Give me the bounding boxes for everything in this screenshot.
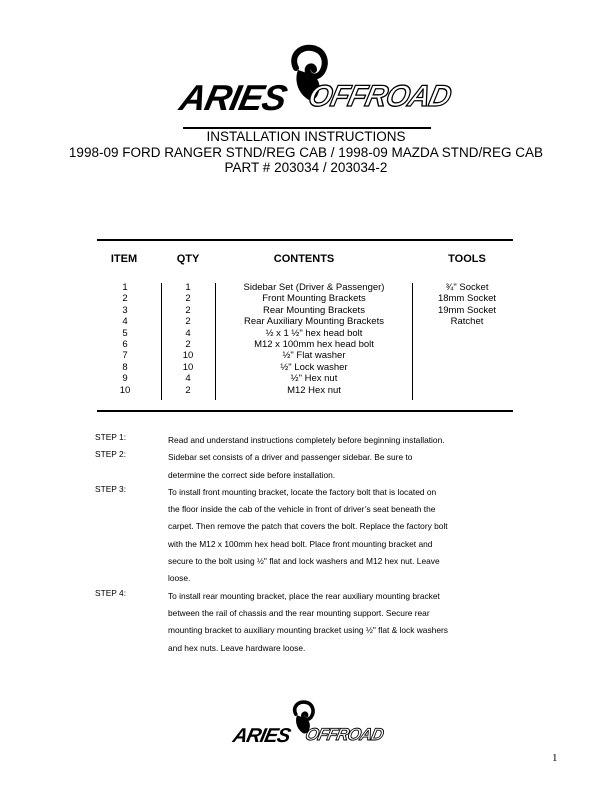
- item-cell: 9: [122, 373, 128, 385]
- document-title: INSTALLATION INSTRUCTIONS: [206, 129, 406, 144]
- logo-text-aries: ARIES: [176, 77, 290, 118]
- step-line: Read and understand instructions completely before beginning installation.: [168, 435, 445, 445]
- column-divider: [215, 283, 216, 400]
- contents-cell: Sidebar Set (Driver & Passenger): [243, 282, 385, 293]
- aries-offroad-logo: [176, 44, 454, 118]
- contents-cell: M12 x 100mm hex head bolt: [254, 338, 374, 350]
- qty-cell: 2: [185, 293, 191, 305]
- item-cell: 1: [122, 282, 128, 293]
- logo-text-offroad: OFFROAD: [305, 80, 454, 113]
- step-line: To install rear mounting bracket, place the rear auxiliary mounting bracket: [168, 590, 440, 601]
- step-3: [95, 484, 515, 588]
- item-cell: 3: [122, 304, 128, 316]
- step-text: [168, 432, 515, 449]
- step-line: carpet. Then remove the patch that covers the bolt. Replace the factory bolt: [168, 521, 448, 532]
- column-divider: [161, 283, 162, 400]
- item-cell: 4: [122, 316, 128, 328]
- header-tools: TOOLS: [448, 253, 486, 265]
- step-line: between the rail of chassis and the rear mounting support. Secure rear: [168, 607, 430, 618]
- step-label: STEP 3:: [95, 483, 127, 494]
- qty-cell: 10: [182, 361, 194, 373]
- step-label: STEP 2:: [95, 449, 127, 460]
- contents-cell: M12 Hex nut: [287, 384, 341, 396]
- tools-column: [424, 282, 510, 328]
- step-line: and hex nuts. Leave hardware loose.: [168, 642, 306, 653]
- step-line: loose.: [168, 573, 191, 584]
- contents-column: [224, 282, 404, 396]
- part-number: PART # 203034 / 203034-2: [224, 160, 388, 175]
- step-line: Sidebar set consists of a driver and passenger sidebar. Be sure to: [168, 452, 413, 463]
- table-top-rule: [97, 239, 513, 241]
- step-line: To install front mounting bracket, locate the factory bolt that is located on: [168, 486, 437, 497]
- step-text: [168, 449, 515, 484]
- contents-cell: Rear Auxiliary Mounting Brackets: [244, 316, 384, 328]
- header-item: ITEM: [110, 253, 138, 265]
- qty-cell: 1: [185, 282, 191, 293]
- tools-cell: 18mm Socket: [437, 293, 497, 305]
- item-cell: 7: [122, 350, 128, 362]
- table-bottom-rule: [97, 410, 513, 412]
- vehicle-fitment: 1998-09 FORD RANGER STND/REG CAB / 1998-09 MAZDA STND/REG CAB: [68, 145, 544, 160]
- step-line: with the M12 x 100mm hex head bolt. Place front mounting bracket and: [168, 538, 433, 549]
- step-line: mounting bracket to auxiliary mounting bracket using ½" flat & lock washers: [168, 625, 448, 636]
- page-number: 1: [552, 752, 558, 764]
- ram-head-icon: [231, 700, 385, 747]
- column-divider: [412, 283, 413, 400]
- step-text: [168, 588, 515, 657]
- logo-text-offroad: OFFROAD: [303, 724, 385, 744]
- qty-cell: 2: [185, 316, 191, 328]
- contents-cell: ½ x 1 ½" hex head bolt: [265, 327, 363, 339]
- step-4: [95, 588, 515, 657]
- qty-cell: 2: [185, 384, 191, 396]
- header-contents: CONTENTS: [273, 253, 335, 265]
- step-text: [168, 484, 515, 588]
- qty-cell: 2: [185, 304, 191, 316]
- item-cell: 2: [122, 293, 128, 305]
- installation-steps: [95, 432, 515, 657]
- step-label: STEP 1:: [95, 432, 127, 442]
- step-2: [95, 449, 515, 484]
- qty-column: [168, 282, 208, 396]
- item-cell: 10: [119, 384, 131, 396]
- contents-cell: Front Mounting Brackets: [262, 293, 366, 305]
- item-cell: 6: [122, 338, 128, 350]
- logo-text-aries: ARIES: [231, 725, 292, 747]
- header-qty: QTY: [176, 253, 200, 265]
- qty-cell: 10: [182, 350, 194, 362]
- step-1: [95, 432, 515, 449]
- contents-cell: ½" Lock washer: [280, 361, 348, 373]
- step-line: secure to the bolt using ½" flat and lock washers and M12 hex nut. Leave: [168, 556, 440, 567]
- item-cell: 5: [122, 327, 128, 339]
- tools-cell: Ratchet: [450, 316, 484, 328]
- step-line: determine the correct side before installation.: [168, 469, 336, 480]
- contents-cell: Rear Mounting Brackets: [263, 304, 365, 316]
- aries-offroad-logo-footer: [231, 700, 385, 747]
- qty-cell: 2: [185, 338, 191, 350]
- step-label: STEP 4:: [95, 587, 127, 598]
- tools-cell: 19mm Socket: [437, 304, 497, 316]
- ram-head-icon: [176, 44, 454, 118]
- contents-cell: ½" Flat washer: [282, 350, 346, 362]
- item-column: [105, 282, 145, 396]
- qty-cell: 4: [185, 327, 191, 339]
- tools-cell: ¾" Socket: [445, 282, 489, 293]
- step-line: the floor inside the cab of the vehicle in front of driver’s seat beneath the: [168, 504, 436, 515]
- contents-cell: ½" Hex nut: [290, 373, 338, 385]
- item-cell: 8: [122, 361, 128, 373]
- qty-cell: 4: [185, 373, 191, 385]
